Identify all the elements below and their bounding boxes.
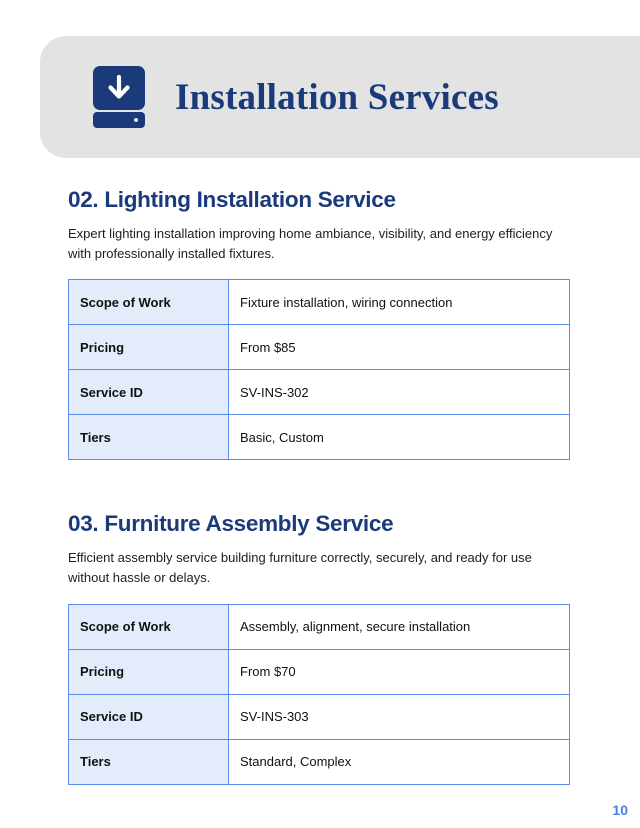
table-row-label: Service ID	[69, 370, 229, 415]
section-heading: 03. Furniture Assembly Service	[68, 511, 394, 537]
service-section-02	[68, 186, 570, 460]
section-description: Expert lighting installation improving home ambiance, visibility, and energy efficiency with professionally installed fixtures.	[68, 226, 553, 262]
drive-indicator-dot	[134, 118, 139, 123]
table-row	[69, 370, 570, 415]
page-number: 10	[612, 802, 628, 818]
table-row-label: Pricing	[69, 649, 229, 694]
table-row-value: From $70	[229, 649, 570, 694]
table-row	[69, 280, 570, 325]
down-arrow-icon	[104, 74, 134, 104]
download-drive-icon	[93, 66, 145, 128]
table-row	[69, 739, 570, 784]
main-content	[68, 186, 570, 785]
service-spec-table	[68, 604, 570, 785]
table-row	[69, 415, 570, 460]
table-row-value: Assembly, alignment, secure installation	[229, 604, 570, 649]
section-description: Efficient assembly service building furniture correctly, securely, and ready for use without hassle or delays.	[68, 550, 532, 586]
table-row-value: SV-INS-302	[229, 370, 570, 415]
table-row-label: Pricing	[69, 325, 229, 370]
table-row	[69, 694, 570, 739]
service-spec-table	[68, 279, 570, 460]
table-row	[69, 325, 570, 370]
table-row-value: From $85	[229, 325, 570, 370]
table-row-label: Service ID	[69, 694, 229, 739]
table-row-label: Tiers	[69, 739, 229, 784]
section-heading: 02. Lighting Installation Service	[68, 187, 396, 212]
table-row-value: Standard, Complex	[229, 739, 570, 784]
table-row	[69, 649, 570, 694]
table-row	[69, 604, 570, 649]
table-row-value: Fixture installation, wiring connection	[229, 280, 570, 325]
table-row-label: Tiers	[69, 415, 229, 460]
page-header-band	[40, 36, 640, 158]
table-row-label: Scope of Work	[69, 604, 229, 649]
page-title: Installation Services	[175, 76, 499, 118]
table-row-value: SV-INS-303	[229, 694, 570, 739]
table-row-label: Scope of Work	[69, 280, 229, 325]
service-section-03	[68, 510, 570, 784]
table-row-value: Basic, Custom	[229, 415, 570, 460]
drive-base-shape	[93, 112, 145, 128]
